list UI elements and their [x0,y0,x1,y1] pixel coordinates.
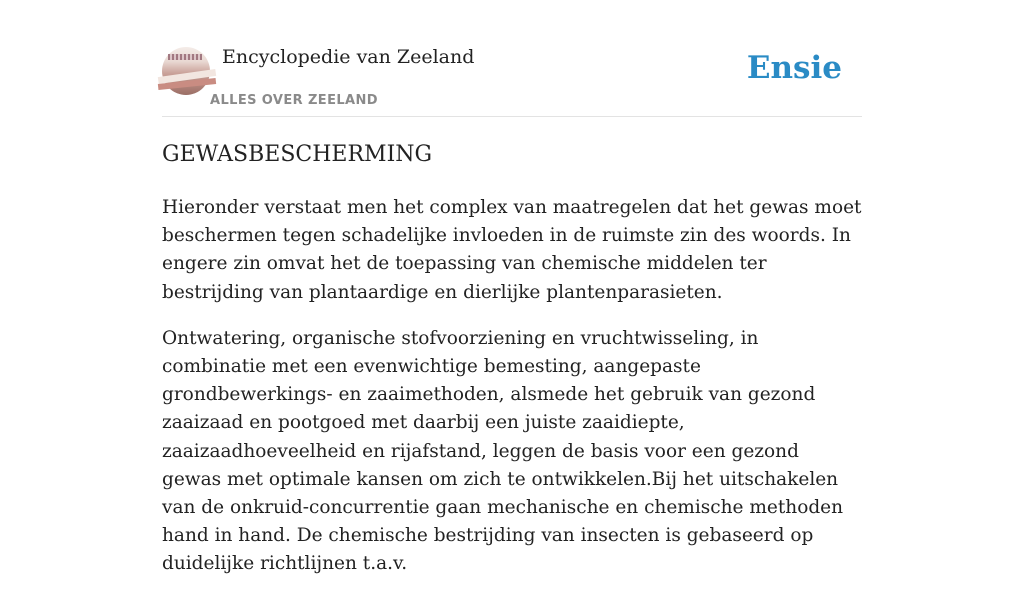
site-avatar[interactable] [162,47,210,95]
article-paragraph: Ontwatering, organische stofvoorziening en vruchtwisseling, in combinatie met een evenwichtige bemesting, aangepaste grondbewerkings- en zaaimethoden, alsmede het gebruik van gezond zaaizaad en pootgoed met daarbij een juiste zaaidiepte, zaaizaadhoeveelheid en rijafstand, leggen de basis voor een gezond gewas met optimale kansen om zich te ontwikkelen.Bij het uitschakelen van de onkruid-concurrentie gaan mechanische en chemische methoden hand in hand. De chemische bestrijding van insecten is gebaseerd op duidelijke richtlijnen t.a.v. [162,327,844,575]
site-title-link[interactable]: Encyclopedie van Zeeland [222,46,475,68]
article [162,140,862,597]
article-title: GEWASBESCHERMING [162,142,433,167]
site-tagline: ALLES OVER ZEELAND [210,93,378,108]
article-paragraph: Hieronder verstaat men het complex van maatregelen dat het gewas moet beschermen tegen schadelijke invloeden in de ruimste zin des woords. In engere zin omvat het de toepassing van chemische middelen ter bestrijding van plantaardige en dierlijke plantenparasieten. [162,197,862,303]
ensie-logo-link[interactable]: Ensie [746,50,842,86]
site-header [162,0,862,117]
avatar-decoration [168,54,202,60]
